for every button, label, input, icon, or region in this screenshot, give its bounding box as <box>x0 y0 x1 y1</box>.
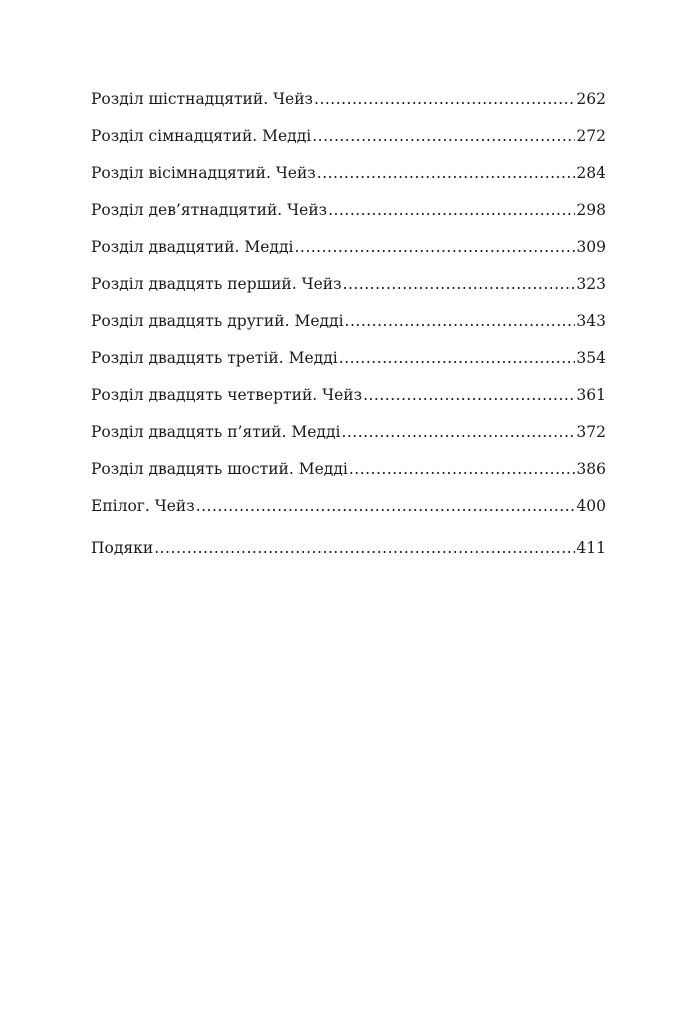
toc-entry-page: 372 <box>576 423 606 441</box>
toc-leader-dots <box>343 271 576 297</box>
toc-entry-page: 400 <box>576 497 606 515</box>
table-of-contents <box>91 86 606 572</box>
toc-entry-page: 298 <box>576 201 606 219</box>
toc-entry[interactable] <box>91 160 606 197</box>
toc-entry-page: 309 <box>576 238 606 256</box>
toc-leader-dots <box>154 535 575 561</box>
toc-entry[interactable] <box>91 382 606 419</box>
toc-entry-title: Епілог. Чейз <box>91 497 195 515</box>
toc-leader-dots <box>345 308 576 334</box>
toc-entry-title: Розділ дев’ятнадцятий. Чейз <box>91 201 328 219</box>
toc-leader-dots <box>339 345 576 371</box>
toc-entry-page: 262 <box>576 90 606 108</box>
toc-entry[interactable] <box>91 197 606 234</box>
toc-entry-page: 386 <box>576 460 606 478</box>
toc-entry-title: Подяки <box>91 539 154 557</box>
toc-entry[interactable] <box>91 86 606 123</box>
toc-entry-title: Розділ двадцять четвертий. Чейз <box>91 386 363 404</box>
toc-entry-title: Розділ двадцять п’ятий. Медді <box>91 423 341 441</box>
toc-entry-title: Розділ сімнадцятий. Медді <box>91 127 312 145</box>
toc-entry-page: 354 <box>576 349 606 367</box>
toc-entry-page: 343 <box>576 312 606 330</box>
toc-entry-title: Розділ двадцятий. Медді <box>91 238 294 256</box>
toc-entry[interactable] <box>91 234 606 271</box>
toc-entry[interactable] <box>91 535 606 572</box>
toc-leader-dots <box>196 493 576 519</box>
toc-entry-page: 272 <box>576 127 606 145</box>
toc-entry[interactable] <box>91 308 606 345</box>
toc-entry[interactable] <box>91 345 606 382</box>
toc-entry[interactable] <box>91 271 606 308</box>
toc-entry-page: 411 <box>576 539 606 557</box>
toc-leader-dots <box>312 123 575 149</box>
toc-entry[interactable] <box>91 123 606 160</box>
toc-entry-title: Розділ шістнадцятий. Чейз <box>91 90 314 108</box>
toc-entry[interactable] <box>91 419 606 456</box>
toc-leader-dots <box>317 160 576 186</box>
toc-leader-dots <box>314 86 575 112</box>
toc-entry[interactable] <box>91 456 606 493</box>
toc-entry-title: Розділ двадцять шостий. Медді <box>91 460 348 478</box>
toc-entry-title: Розділ двадцять перший. Чейз <box>91 275 342 293</box>
toc-entry-title: Розділ двадцять третій. Медді <box>91 349 338 367</box>
toc-leader-dots <box>349 456 576 482</box>
toc-leader-dots <box>328 197 575 223</box>
toc-entry[interactable] <box>91 493 606 530</box>
toc-entry-title: Розділ вісімнадцятий. Чейз <box>91 164 316 182</box>
toc-leader-dots <box>294 234 575 260</box>
toc-entry-page: 361 <box>576 386 606 404</box>
toc-leader-dots <box>341 419 575 445</box>
toc-leader-dots <box>363 382 575 408</box>
toc-entry-page: 323 <box>576 275 606 293</box>
toc-entry-page: 284 <box>576 164 606 182</box>
toc-entry-title: Розділ двадцять другий. Медді <box>91 312 344 330</box>
